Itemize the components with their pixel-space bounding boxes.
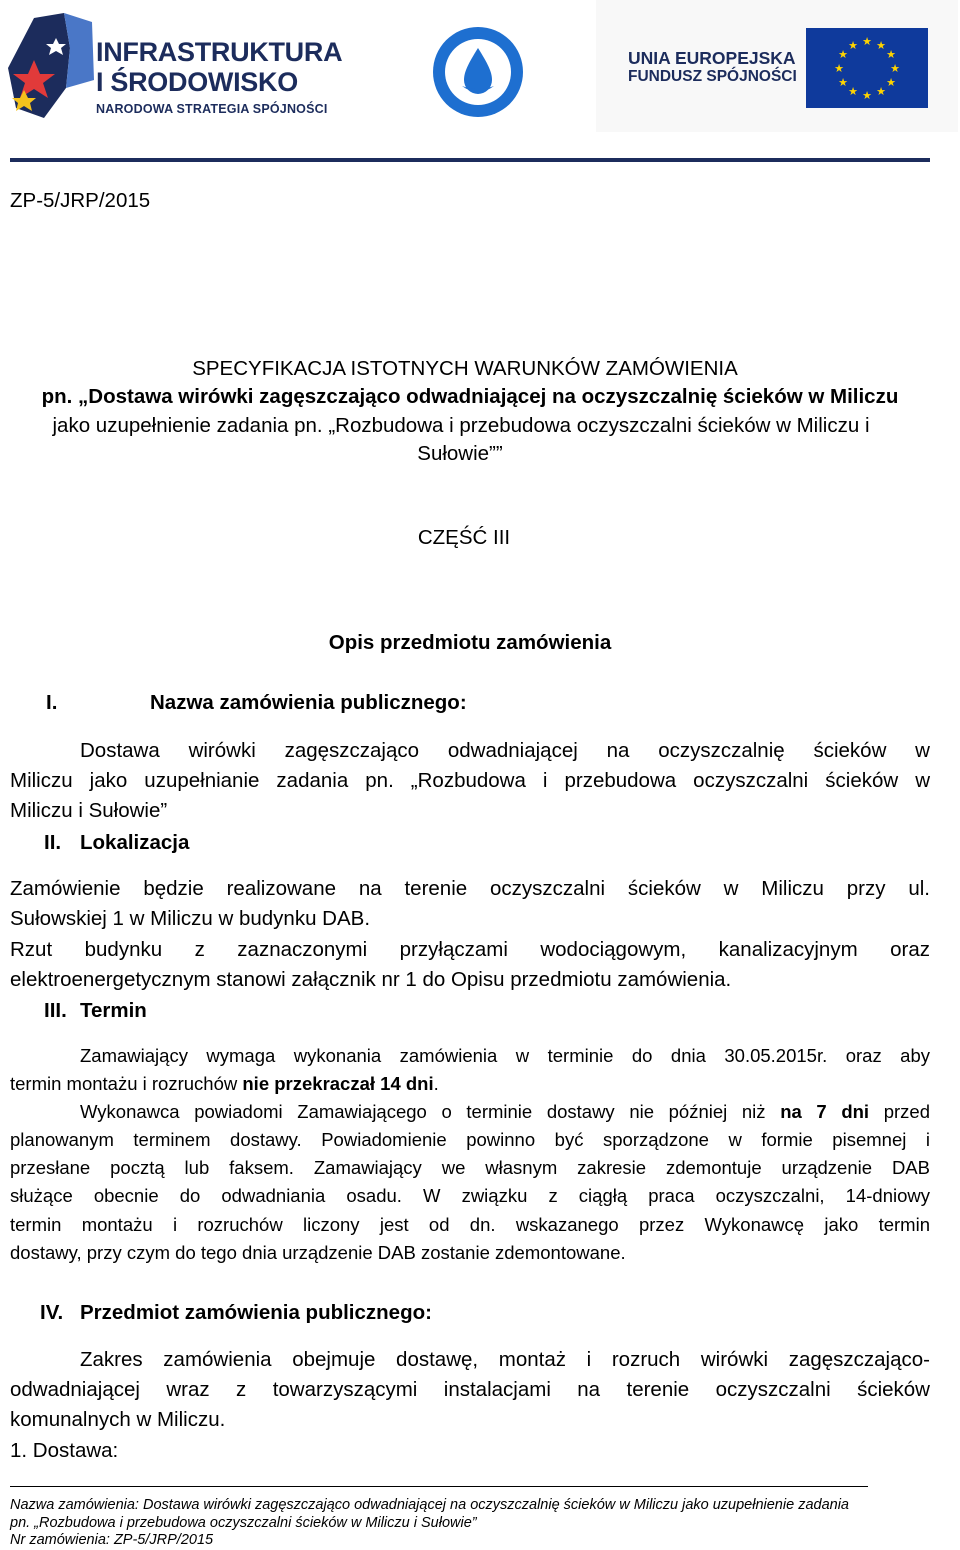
- section-3-title: Termin: [80, 999, 147, 1022]
- svg-text:★: ★: [876, 85, 886, 98]
- svg-text:★: ★: [848, 85, 858, 98]
- eu-logo-line2: FUNDUSZ SPÓJNOŚCI: [628, 68, 797, 85]
- section-2-number: II.: [44, 831, 62, 854]
- eu-flag-icon: [806, 28, 928, 108]
- footer-line3: Nr zamówienia: ZP-5/JRP/2015: [10, 1532, 214, 1548]
- svg-text:★: ★: [890, 62, 900, 75]
- section-1-text-line3: Miliczu i Sułowie”: [10, 799, 168, 822]
- part-label: CZĘŚĆ III: [417, 526, 511, 549]
- star-flag-icon: [4, 8, 94, 120]
- section-3-text-line2-c: .: [433, 1073, 439, 1094]
- section-heading: Opis przedmiotu zamówienia: [328, 631, 612, 654]
- document-subtitle-line1: pn. „Dostawa wirówki zagęszczająco odwadniającej na oczyszczalnię ścieków w Miliczu: [41, 385, 899, 408]
- section-3-text-line1: Zamawiający wymaga wykonania zamówienia w terminie do dnia 30.05.2015r. oraz aby: [80, 1045, 930, 1066]
- eu-logo: [596, 0, 958, 132]
- svg-text:★: ★: [876, 39, 886, 52]
- section-3-text-line3-a: Wykonawca powiadomi Zamawiającego o terminie dostawy nie później niż: [80, 1101, 781, 1122]
- section-3-text-line7: termin montażu i rozruchów liczony jest od dn. wskazanego przez Wykonawcę jako termin: [10, 1214, 930, 1235]
- section-3-text-line6: służące obecnie do odwadniania osadu. W związku z ciągłą praca oczyszczalni, 14-dniowy: [10, 1185, 930, 1206]
- section-3-text-line8: dostawy, przy czym do tego dnia urządzenie DAB zostanie zdemontowane.: [10, 1242, 626, 1263]
- footer-line1: Nazwa zamówienia: Dostawa wirówki zagęszczająco odwadniającej na oczyszczalnię ścieków w Miliczu jako uzupełnienie zadania: [10, 1497, 849, 1513]
- svg-text:★: ★: [862, 35, 872, 48]
- section-3-text-line5: przesłane pocztą lub faksem. Zamawiający we własnym zakresie zdemontuje urządzenie DAB: [10, 1157, 930, 1178]
- document-subtitle-line2: jako uzupełnienie zadania pn. „Rozbudowa i przebudowa oczyszczalni ścieków w Miliczu i: [52, 414, 870, 437]
- section-4-text-line3: komunalnych w Miliczu.: [10, 1408, 226, 1431]
- section-3-text-line3: [80, 1099, 930, 1125]
- section-1-number: I.: [46, 691, 58, 714]
- svg-text:★: ★: [848, 39, 858, 52]
- svg-text:★: ★: [886, 76, 896, 89]
- section-4-text-line2: odwadniającej wraz z towarzyszącymi instalacjami na terenie oczyszczalni ścieków: [10, 1378, 930, 1401]
- section-3-text-line2: [10, 1071, 439, 1097]
- section-3-notice-days: na 7 dni: [780, 1101, 870, 1122]
- section-1-title: Nazwa zamówienia publicznego:: [150, 691, 467, 714]
- section-4-number: IV.: [40, 1301, 64, 1324]
- svg-text:★: ★: [834, 62, 844, 75]
- section-3-text-line2-a: termin montażu i rozruchów: [10, 1073, 243, 1094]
- footer-divider: [10, 1486, 868, 1487]
- header-divider: [10, 158, 930, 162]
- logo-subtitle: NARODOWA STRATEGIA SPÓJNOŚCI: [96, 102, 328, 116]
- eu-logo-line1: UNIA EUROPEJSKA: [628, 48, 796, 68]
- section-2-text-line1: Zamówienie będzie realizowane na terenie oczyszczalni ścieków w Miliczu przy ul.: [10, 877, 930, 900]
- section-1-text-line1: Dostawa wirówki zagęszczająco odwadniającej na oczyszczalnię ścieków w: [80, 739, 930, 762]
- section-3-number: III.: [44, 999, 67, 1022]
- svg-text:★: ★: [862, 89, 872, 102]
- section-3-text-line3-c: przed: [869, 1101, 930, 1122]
- svg-text:★: ★: [838, 48, 848, 61]
- section-2-text-line4: elektroenergetycznym stanowi załącznik nr 1 do Opisu przedmiotu zamówienia.: [10, 968, 732, 991]
- logo-title-line1: INFRASTRUKTURA: [96, 37, 343, 67]
- section-1-text-line2: Miliczu jako uzupełnianie zadania pn. „Rozbudowa i przebudowa oczyszczalni ścieków w: [10, 769, 930, 792]
- section-3-text-line4: planowanym terminem dostawy. Powiadomienie powinno być sporządzone w formie pisemnej i: [10, 1129, 930, 1150]
- logo-title-line2: I ŚRODOWISKO: [96, 67, 298, 97]
- footer-line2: pn. „Rozbudowa i przebudowa oczyszczalni ścieków w Miliczu i Sułowie”: [10, 1515, 477, 1531]
- section-3-deadline: nie przekraczał 14 dni: [242, 1073, 434, 1094]
- section-4-title: Przedmiot zamówienia publicznego:: [80, 1301, 432, 1324]
- infrastruktura-logo: [4, 8, 343, 120]
- document-title: SPECYFIKACJA ISTOTNYCH WARUNKÓW ZAMÓWIENIA: [192, 357, 738, 380]
- section-2-text-line2: Sułowskiej 1 w Miliczu w budynku DAB.: [10, 907, 371, 930]
- section-4-text-line1: Zakres zamówienia obejmuje dostawę, montaż i rozruch wirówki zagęszczająco-: [80, 1348, 930, 1371]
- section-4-item-1: 1. Dostawa:: [10, 1439, 119, 1462]
- water-drop-icon: [432, 26, 524, 118]
- section-2-title: Lokalizacja: [80, 831, 190, 854]
- dolina-baryczy-logo: [432, 26, 524, 118]
- document-reference: ZP-5/JRP/2015: [10, 189, 151, 212]
- svg-text:★: ★: [886, 48, 896, 61]
- svg-text:★: ★: [838, 76, 848, 89]
- document-subtitle-line3: Sułowie””: [417, 442, 503, 465]
- section-2-text-line3: Rzut budynku z zaznaczonymi przyłączami wodociągowym, kanalizacyjnym oraz: [10, 938, 930, 961]
